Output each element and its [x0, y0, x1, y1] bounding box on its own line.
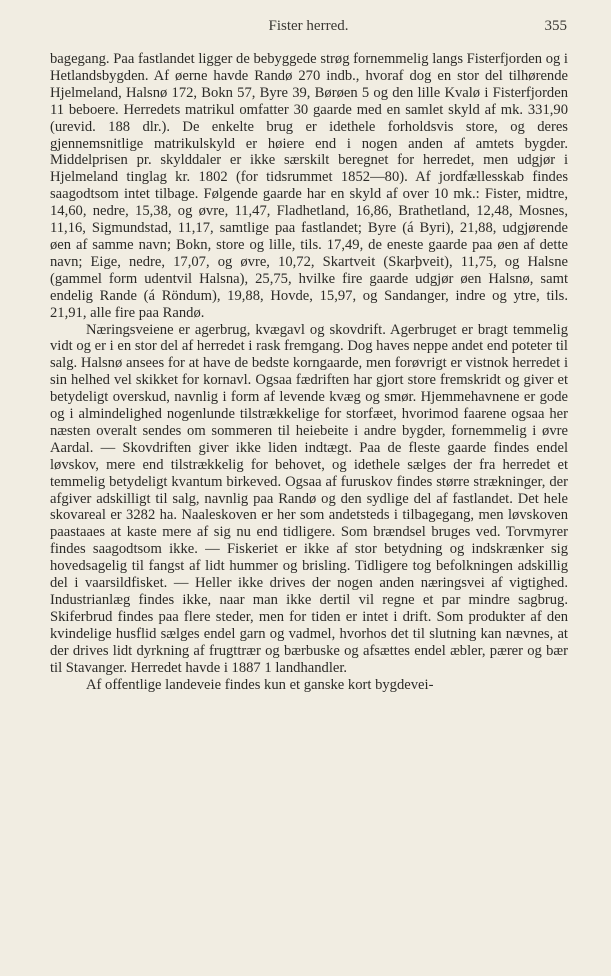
running-title: Fister herred. — [268, 18, 349, 34]
paragraph-gaarde: bagegang. Paa fastlandet ligger de bebyggede strøg fornemmelig langs Fisterfjorden og i Hetlandsbygden. Af øerne havde Randø 270 indb., hvoraf dog en stor del tilhørende Hjelmeland, Halsnø 172, Bokn 57, Byre 39, Børøen 5 og den lille Kvalø i Fisterfjorden 11 beboere. Herredets matrikul omfatter 30 gaarde med en samlet skyld af mk. 331,90 (urevid. 188 dlr.). De enkelte brug er idethele forholdsvis store, og deres gjennemsnitlige matrikulskyld er høiere end i nogen anden af amtets bygder. Middelprisen pr. skylddaler er ikke særskilt beregnet for herredet, men udgjør i Hjelmeland tinglag kr. 1802 (for tidsrummet 1852—80). Af jordfællesskab findes saagodtsom intet tilbage. Følgende gaarde har en skyld af over 10 mk.: Fister, midtre, 14,60, nedre, 15,38, og øvre, 11,47, Fladhetland, 16,86, Brathetland, 12,48, Mosnes, 11,16, Sigmundstad, 11,17, samtlige paa fastlandet; Byre (á Byri), 21,88, udgjørende øen af samme navn; Bokn, store og lille, tils. 17,49, de eneste gaarde paa øen af dette navn; Eige, nedre, 17,07, og øvre, 10,72, Skartveit (Skarþveit), 11,75, og Halsne (gammel form udentvil Halsna), 25,75, hvilke fire gaarde udgjør øen Halsnø, samt endelig Rande (á Röndum), 19,88, Hovde, 15,97, og Sandanger, indre og ytre, tils. 21,91, alle fire paa Randø. — [50, 51, 568, 321]
paragraph-landeveie: Af offentlige landeveie findes kun et ganske kort bygdevei- — [86, 676, 434, 693]
paragraph-naeringsveie: Næringsveiene er agerbrug, kvægavl og skovdrift. Agerbruget er bragt temmelig vidt og er i en stor del af herredet i rask fremgang. Dog haves neppe andet end poteter til salg. Halsnø ansees for at have de bedste korngaarde, men forøvrigt er vistnok herredet i sin helhed vel skikket for kornavl. Ogsaa fædriften har gjort store fremskridt og giver et betydeligt overskud, navnlig i form af levende kvæg og smør. Hjemmehavnene er gode og i almindelighed nogenlunde tilstrækkelige for storfæet, hvorimod faarene ogsaa her næsten overalt sendes om sommeren til heiebeite i andre bygder, fornemmelig i øvre Aardal. — Skovdriften giver ikke liden indtægt. Paa de fleste gaarde findes endel løvskov, mere end tilstrækkelig for behovet, og idethele sælges der fra herredet et temmelig betydeligt kvantum birkeved. Ogsaa af furuskov findes større strækninger, der afgiver adskilligt til salg, navnlig paa Randø og den sydlige del af fastlandet. Det hele skovareal er 3282 ha. Naaleskoven er her som andetsteds i tilbagegang, men løvskoven paastaaes at kaste mere af sig nu end tidligere. Som brændsel bruges ved. Torvmyrer findes saagodtsom ikke. — Fiskeriet er ikke af stor betydning og indskrænker sig hovedsagelig til fangst af lidt hummer og brisling. Tidligere tog befolkningen adskillig del i vaarsildfisket. — Heller ikke drives der nogen anden næringsvei af vigtighed. Industrianlæg findes ikke, naar man ikke dertil vil regne et par mindre sagbrug. Skiferbrud findes paa flere steder, men for tiden er intet i drift. Som produkter af den kvindelige husflid sælges endel garn og vadmel, hvorhos det til slutning kan nævnes, at der drives lidt dyrkning af frugttrær og bærbuske og afsættes endel æbler, pærer og bær til Stavanger. Herredet havde i 1887 1 landhandler. — [50, 321, 568, 676]
running-header — [50, 18, 567, 38]
page-number: 355 — [544, 18, 567, 34]
body-text — [50, 51, 568, 693]
